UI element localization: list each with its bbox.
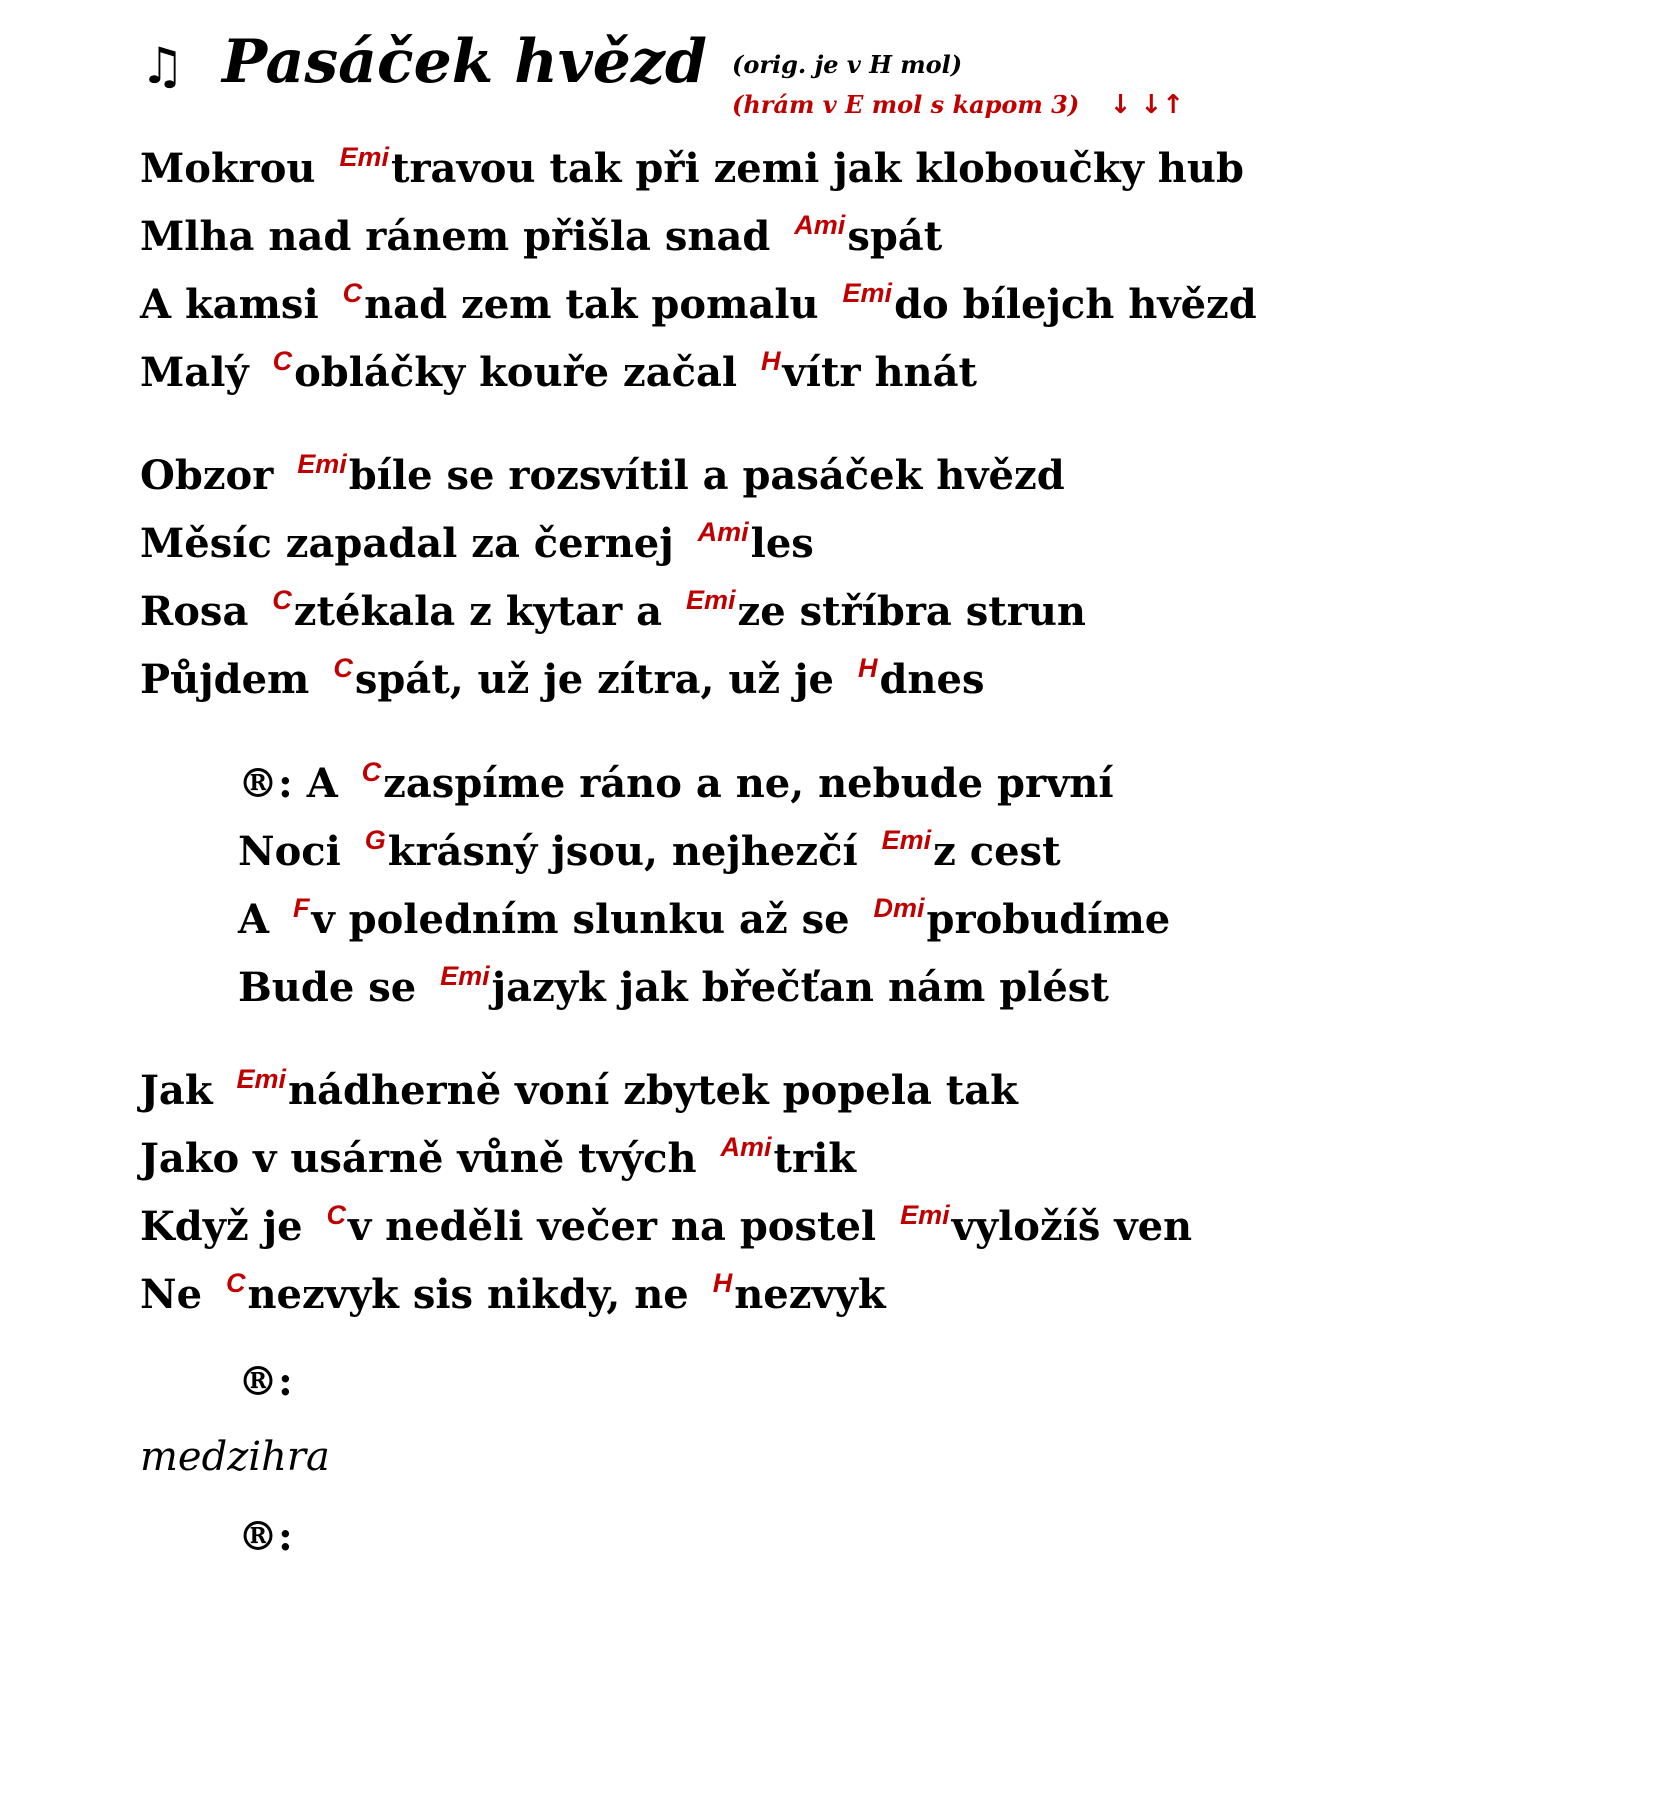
strum-pattern-icon: ↓ ↓↑: [1109, 90, 1184, 120]
chord: G: [364, 825, 386, 855]
original-key-note: (orig. je v H mol): [732, 50, 963, 79]
chord: Emi: [297, 449, 347, 479]
musical-note-icon: ♫: [140, 37, 185, 95]
chord: Emi: [339, 142, 389, 172]
chord: C: [272, 585, 292, 615]
chord: Dmi: [873, 893, 925, 923]
lyric: nezvyk: [734, 1271, 886, 1318]
chord: Ami: [697, 517, 749, 547]
lyric: Malý: [140, 349, 249, 396]
lyric: nezvyk sis nikdy, ne: [247, 1271, 689, 1318]
chord: Emi: [440, 961, 490, 991]
verse1-line-4: [140, 348, 977, 398]
song-title: Pasáček hvězd: [222, 27, 707, 97]
verse3-line-3: [140, 1202, 1192, 1252]
refrain-marker: ®:: [238, 1358, 293, 1405]
refrain-marker: ®:: [238, 1513, 293, 1560]
lyric: Ne: [140, 1271, 203, 1318]
lyric: vyložíš ven: [951, 1203, 1193, 1250]
lyric: ®: A: [238, 760, 338, 807]
lyric: ztékala z kytar a: [293, 588, 663, 635]
lyric: vítr hnát: [782, 349, 978, 396]
lyric: Obzor: [140, 452, 274, 499]
verse3-line-1: [140, 1066, 1018, 1116]
lyric: Měsíc zapadal za černej: [140, 520, 674, 567]
capo-note: (hrám v E mol s kapom 3): [732, 90, 1080, 119]
lyric: Rosa: [140, 588, 249, 635]
lyric: Jak: [140, 1067, 213, 1114]
interlude-label: medzihra: [140, 1434, 330, 1480]
lyric: Mokrou: [140, 145, 316, 192]
chord: H: [712, 1268, 733, 1298]
lyric: z cest: [933, 828, 1061, 875]
verse2-line-1: [140, 451, 1065, 501]
lyric: zaspíme ráno a ne, nebude první: [383, 760, 1114, 807]
chord: H: [761, 346, 781, 376]
verse1-line-3: [140, 280, 1257, 330]
chorus-line-3: [238, 895, 1170, 945]
chord: Emi: [236, 1064, 287, 1094]
lyric: Bude se: [238, 964, 417, 1011]
lyric: spát, už je zítra, už je: [354, 656, 834, 703]
chorus-line-2: [238, 827, 1061, 877]
lyric: v poledním slunku až se: [311, 896, 850, 943]
lyric: bíle se rozsvítil a pasáček hvězd: [348, 452, 1065, 499]
lyric: trik: [773, 1135, 856, 1182]
lyric: krásný jsou, nejhezčí: [387, 828, 858, 875]
chord: C: [361, 757, 382, 787]
verse1-line-1: [140, 144, 1244, 194]
chord: F: [292, 893, 310, 923]
verse2-line-2: [140, 519, 814, 569]
lyric: v neděli večer na postel: [347, 1203, 877, 1250]
chord: Ami: [720, 1132, 772, 1162]
lyric: Půjdem: [140, 656, 310, 703]
chord: C: [225, 1268, 246, 1298]
verse2-line-3: [140, 587, 1086, 637]
chord: Ami: [794, 210, 846, 240]
lyric: travou tak při zemi jak kloboučky hub: [390, 145, 1244, 192]
lyric: Mlha nad ránem přišla snad: [140, 213, 771, 260]
chord: Emi: [900, 1200, 950, 1230]
lyric: nad zem tak pomalu: [364, 281, 819, 328]
chord: C: [272, 346, 293, 376]
lyric: Jako v usárně vůně tvých: [140, 1135, 697, 1182]
chord: C: [333, 653, 353, 683]
song-header: [140, 14, 1440, 134]
chord: Emi: [842, 278, 893, 308]
chord: Emi: [881, 825, 932, 855]
lyric: probudíme: [926, 896, 1171, 943]
chord: H: [857, 653, 878, 683]
lyric: jazyk jak břečťan nám plést: [491, 964, 1109, 1011]
verse1-line-2: [140, 212, 942, 262]
chorus-line-4: [238, 963, 1109, 1013]
lyric: ze stříbra strun: [737, 588, 1086, 635]
verse3-line-2: [140, 1134, 856, 1184]
verse2-line-4: [140, 655, 984, 705]
lyric: nádherně voní zbytek popela tak: [288, 1067, 1018, 1114]
lyric: Noci: [238, 828, 341, 875]
lyric: A kamsi: [140, 281, 319, 328]
chord: C: [342, 278, 363, 308]
capo-note-line: [732, 88, 1184, 122]
lyric: spát: [847, 213, 943, 260]
lyric: obláčky kouře začal: [294, 349, 738, 396]
chord: Emi: [685, 585, 736, 615]
lyric: Když je: [140, 1203, 303, 1250]
lyric: dnes: [879, 656, 985, 703]
lyric: les: [750, 520, 814, 567]
verse3-line-4: [140, 1270, 886, 1320]
chord: C: [326, 1200, 346, 1230]
lyric: do bílejch hvězd: [894, 281, 1257, 328]
lyric: A: [238, 896, 270, 943]
chorus-line-1: [238, 759, 1114, 809]
